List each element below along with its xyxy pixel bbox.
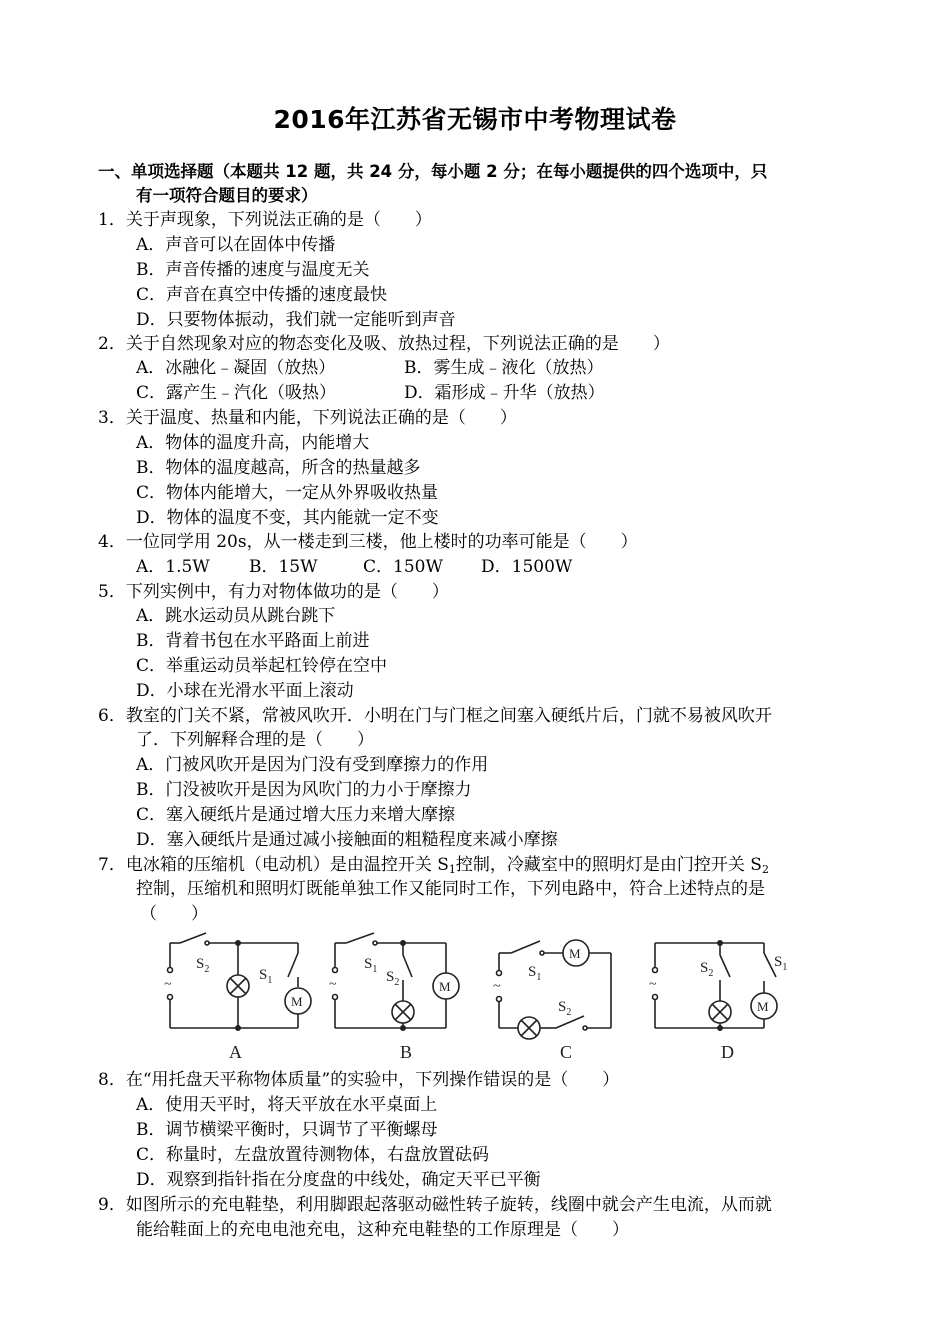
question-1-stem: 1．关于声现象，下列说法正确的是（ ）: [98, 210, 432, 230]
circuit-a-label: A: [229, 1042, 242, 1062]
question-4-option-c: C．150W: [363, 557, 443, 577]
question-3-option-d: D．物体的温度不变，其内能就一定不变: [136, 508, 439, 528]
circuit-diagrams: [0, 925, 950, 1065]
question-8-stem: 8．在“用托盘天平称物体质量”的实验中，下列操作错误的是（ ）: [98, 1070, 620, 1090]
question-2-option-c: C．露产生﹣汽化（吸热）: [136, 383, 337, 403]
question-7-answer-blank: （ ）: [140, 904, 208, 924]
circuit-c-s2-label: $S_2$: [558, 999, 572, 1018]
question-9-stem: 9．如图所示的充电鞋垫，利用脚跟起落驱动磁性转子旋转，线圈中就会产生电流，从而就: [98, 1195, 772, 1215]
circuit-b-source-label: ~: [329, 977, 337, 992]
circuit-d-source-label: ~: [649, 977, 657, 992]
question-3-option-a: A．物体的温度升高，内能增大: [136, 433, 370, 453]
circuit-a-s1-label: $S_1$: [259, 967, 273, 986]
circuit-c: [497, 940, 612, 1039]
question-4-option-a: A．1.5W: [136, 557, 210, 577]
question-1-option-d: D．只要物体振动，我们就一定能听到声音: [136, 310, 456, 330]
circuit-d-s2-label: $S_2$: [700, 960, 714, 979]
question-8-option-c: C．称量时，左盘放置待测物体，右盘放置砝码: [136, 1145, 490, 1165]
question-4-stem: 4．一位同学用 20s，从一楼走到三楼，他上楼时的功率可能是（ ）: [98, 532, 638, 552]
question-2-stem: 2．关于自然现象对应的物态变化及吸、放热过程，下列说法正确的是 ）: [98, 334, 670, 354]
question-8-option-d: D．观察到指针指在分度盘的中线处，确定天平已平衡: [136, 1170, 541, 1190]
circuit-c-source-label: ~: [493, 979, 501, 994]
circuit-a-source-label: ~: [164, 977, 172, 992]
circuit-d-s1-label: $S_1$: [774, 954, 788, 973]
question-3-option-c: C．物体内能增大，一定从外界吸收热量: [136, 483, 439, 503]
question-1-option-b: B．声音传播的速度与温度无关: [136, 260, 370, 280]
circuit-b-motor-label: M: [439, 979, 451, 994]
circuit-a-motor-label: M: [291, 994, 303, 1009]
circuit-b-label: B: [400, 1042, 413, 1062]
question-4-option-b: B．15W: [249, 557, 318, 577]
question-6-option-b: B．门没被吹开是因为风吹门的力小于摩擦力: [136, 780, 472, 800]
question-6-stem: 6．教室的门关不紧，常被风吹开．小明在门与门框之间塞入硬纸片后，门就不易被风吹开: [98, 706, 772, 726]
question-1-option-c: C．声音在真空中传播的速度最快: [136, 285, 388, 305]
question-2-option-d: D．霜形成﹣升华（放热）: [404, 383, 605, 403]
circuit-c-motor-label: M: [569, 946, 581, 961]
question-5-option-c: C．举重运动员举起杠铃停在空中: [136, 656, 388, 676]
question-1-option-a: A．声音可以在固体中传播: [136, 235, 336, 255]
circuit-c-label: C: [560, 1042, 573, 1062]
circuit-b-s1-label: $S_1$: [364, 956, 378, 975]
question-8-option-a: A．使用天平时，将天平放在水平桌面上: [136, 1095, 438, 1115]
question-7-stem: 7．电冰箱的压缩机（电动机）是由温控开关 $S_1$控制，冷藏室中的照明灯是由门控开关 $S_2$: [98, 855, 769, 876]
question-3-option-b: B．物体的温度越高，所含的热量越多: [136, 458, 421, 478]
question-5-option-b: B．背着书包在水平路面上前进: [136, 631, 370, 651]
question-3-stem: 3．关于温度、热量和内能，下列说法正确的是（ ）: [98, 408, 517, 428]
question-8-option-b: B．调节横梁平衡时，只调节了平衡螺母: [136, 1120, 438, 1140]
question-2-option-b: B．雾生成﹣液化（放热）: [404, 358, 604, 378]
question-9-stem-cont: 能给鞋面上的充电电池充电，这种充电鞋垫的工作原理是（ ）: [136, 1220, 629, 1240]
circuit-a-s2-label: $S_2$: [196, 956, 210, 975]
circuit-d-label: D: [721, 1042, 734, 1062]
question-4-option-d: D．1500W: [481, 557, 573, 577]
question-5-option-a: A．跳水运动员从跳台跳下: [136, 606, 336, 626]
question-5-option-d: D．小球在光滑水平面上滚动: [136, 681, 354, 701]
circuit-c-s1-label: $S_1$: [528, 964, 542, 983]
circuit-a: [168, 933, 312, 1030]
page-title: 2016年江苏省无锡市中考物理试卷: [273, 105, 677, 134]
question-2-option-a: A．冰融化﹣凝固（放热）: [136, 358, 336, 378]
circuit-d: [653, 941, 778, 1030]
section-heading: 一、单项选择题（本题共 12 题，共 24 分，每小题 2 分；在每小题提供的四个选项中，只: [98, 162, 768, 181]
question-6-stem-cont: 了．下列解释合理的是（ ）: [136, 730, 374, 750]
circuit-b-s2-label: $S_2$: [386, 969, 400, 988]
circuit-d-motor-label: M: [757, 999, 769, 1014]
question-7-stem-cont: 控制，压缩机和照明灯既能单独工作又能同时工作，下列电路中，符合上述特点的是: [136, 879, 765, 899]
question-6-option-d: D．塞入硬纸片是通过减小接触面的粗糙程度来减小摩擦: [136, 830, 558, 850]
section-heading-cont: 有一项符合题目的要求）: [136, 186, 318, 205]
question-5-stem: 5．下列实例中，有力对物体做功的是（ ）: [98, 582, 449, 602]
question-6-option-a: A．门被风吹开是因为门没有受到摩擦力的作用: [136, 755, 489, 775]
question-6-option-c: C．塞入硬纸片是通过增大压力来增大摩擦: [136, 805, 456, 825]
